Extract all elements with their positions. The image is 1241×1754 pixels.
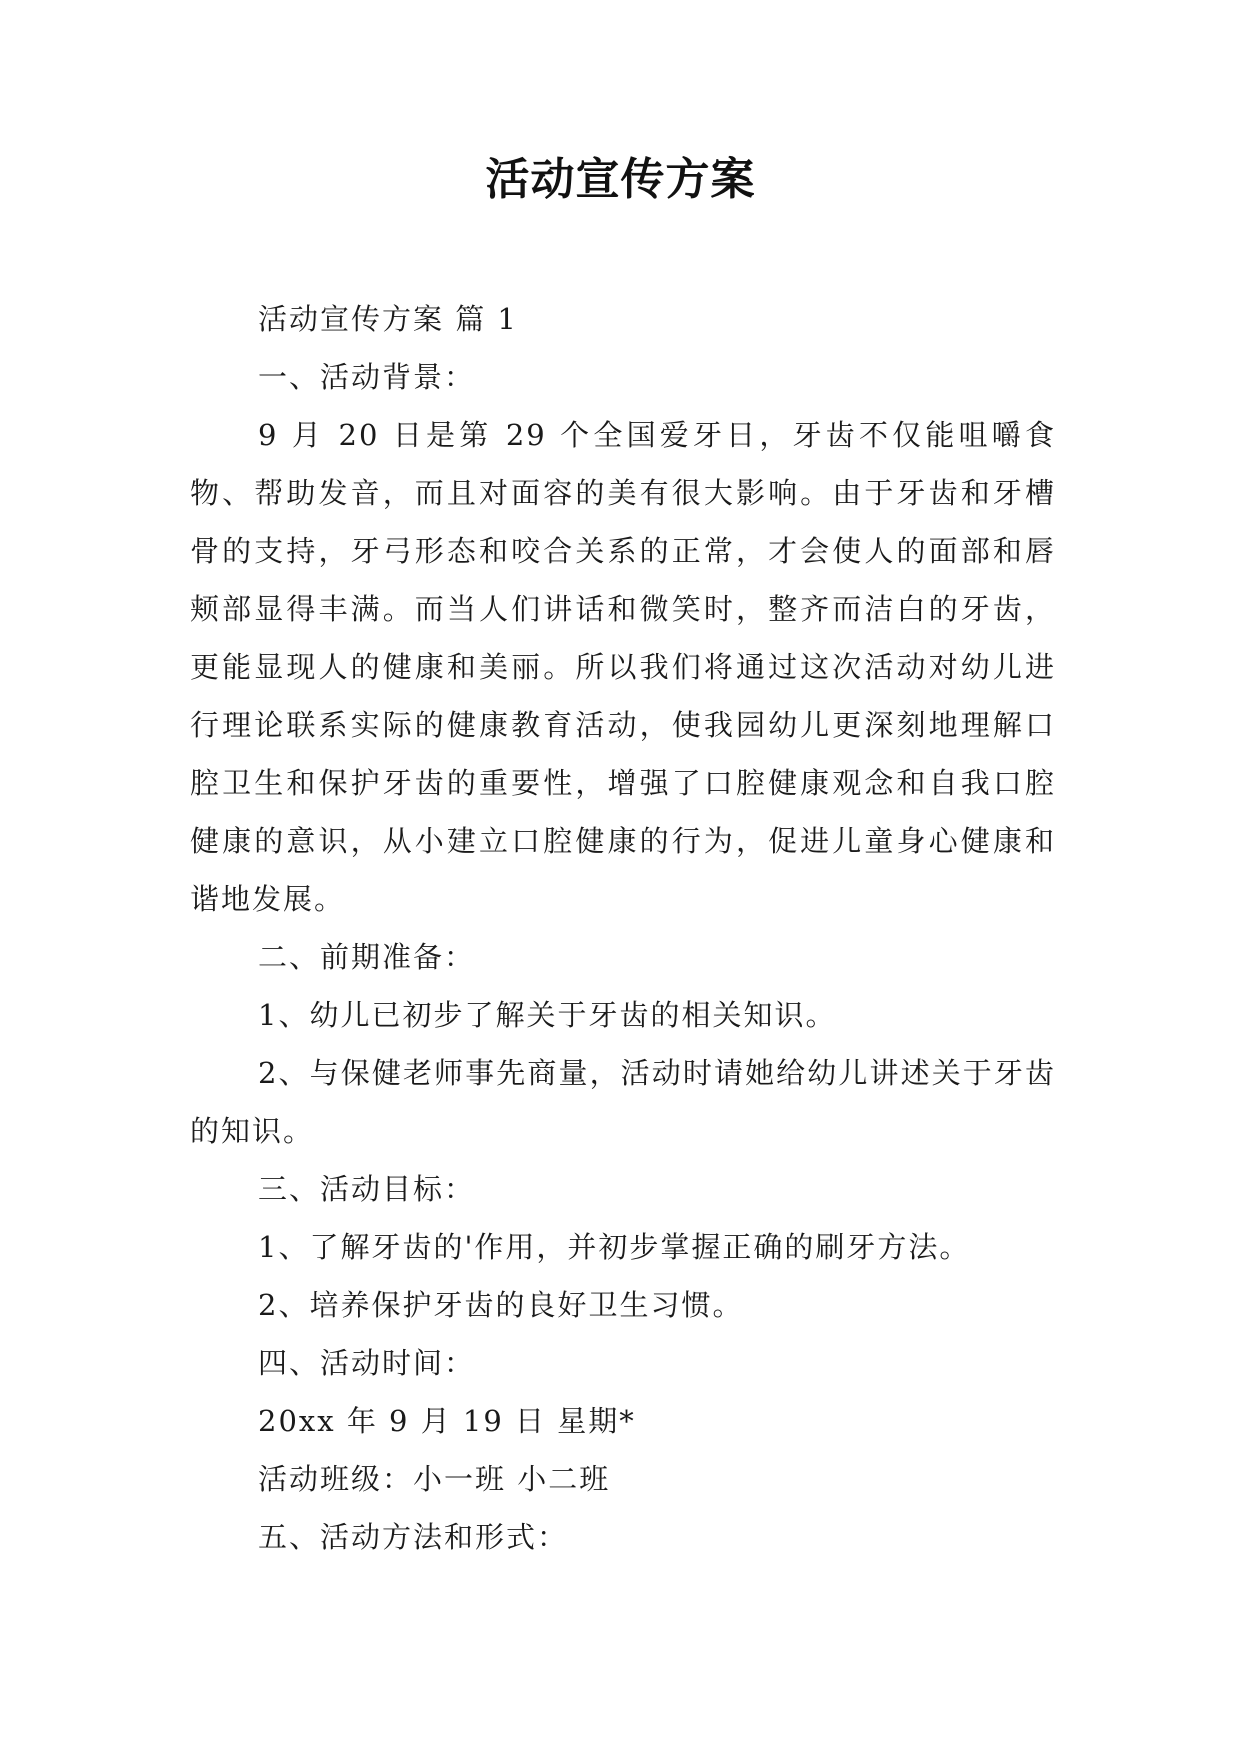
activity-date: 20xx 年 9 月 19 日 星期* bbox=[258, 1404, 636, 1438]
heading-preparation: 二、前期准备： bbox=[258, 940, 476, 974]
list-item-goal-1: 1、了解牙齿的'作用，并初步掌握正确的刷牙方法。 bbox=[258, 1230, 971, 1264]
list-item-goal-2: 2、培养保护牙齿的良好卫生习惯。 bbox=[258, 1288, 744, 1322]
heading-methods: 五、活动方法和形式： bbox=[258, 1520, 569, 1554]
document-body bbox=[190, 290, 1056, 1566]
heading-goals: 三、活动目标： bbox=[258, 1172, 476, 1206]
list-item-preparation-1: 1、幼儿已初步了解关于牙齿的相关知识。 bbox=[258, 998, 837, 1032]
paragraph-background: 9 月 20 日是第 29 个全国爱牙日，牙齿不仅能咀嚼食物、帮助发音，而且对面容的美有很大影响。由于牙齿和牙槽骨的支持，牙弓形态和咬合关系的正常，才会使人的面部和唇颊部显得丰满。而当人们讲话和微笑时，整齐而洁白的牙齿，更能显现人的健康和美丽。所以我们将通过这次活动对幼儿进行理论联系实际的健康教育活动，使我园幼儿更深刻地理解口腔卫生和保护牙齿的重要性，增强了口腔健康观念和自我口腔健康的意识，从小建立口腔健康的行为，促进儿童身心健康和谐地发展。 bbox=[190, 418, 1056, 916]
heading-background: 一、活动背景： bbox=[258, 360, 476, 394]
list-item-preparation-2: 2、与保健老师事先商量，活动时请她给幼儿讲述关于牙齿的知识。 bbox=[190, 1056, 1056, 1148]
document-title: 活动宣传方案 bbox=[485, 154, 756, 205]
section-heading-piece-1: 活动宣传方案 篇 1 bbox=[258, 302, 518, 336]
activity-classes: 活动班级：小一班 小二班 bbox=[258, 1462, 611, 1496]
heading-time: 四、活动时间： bbox=[258, 1346, 476, 1380]
